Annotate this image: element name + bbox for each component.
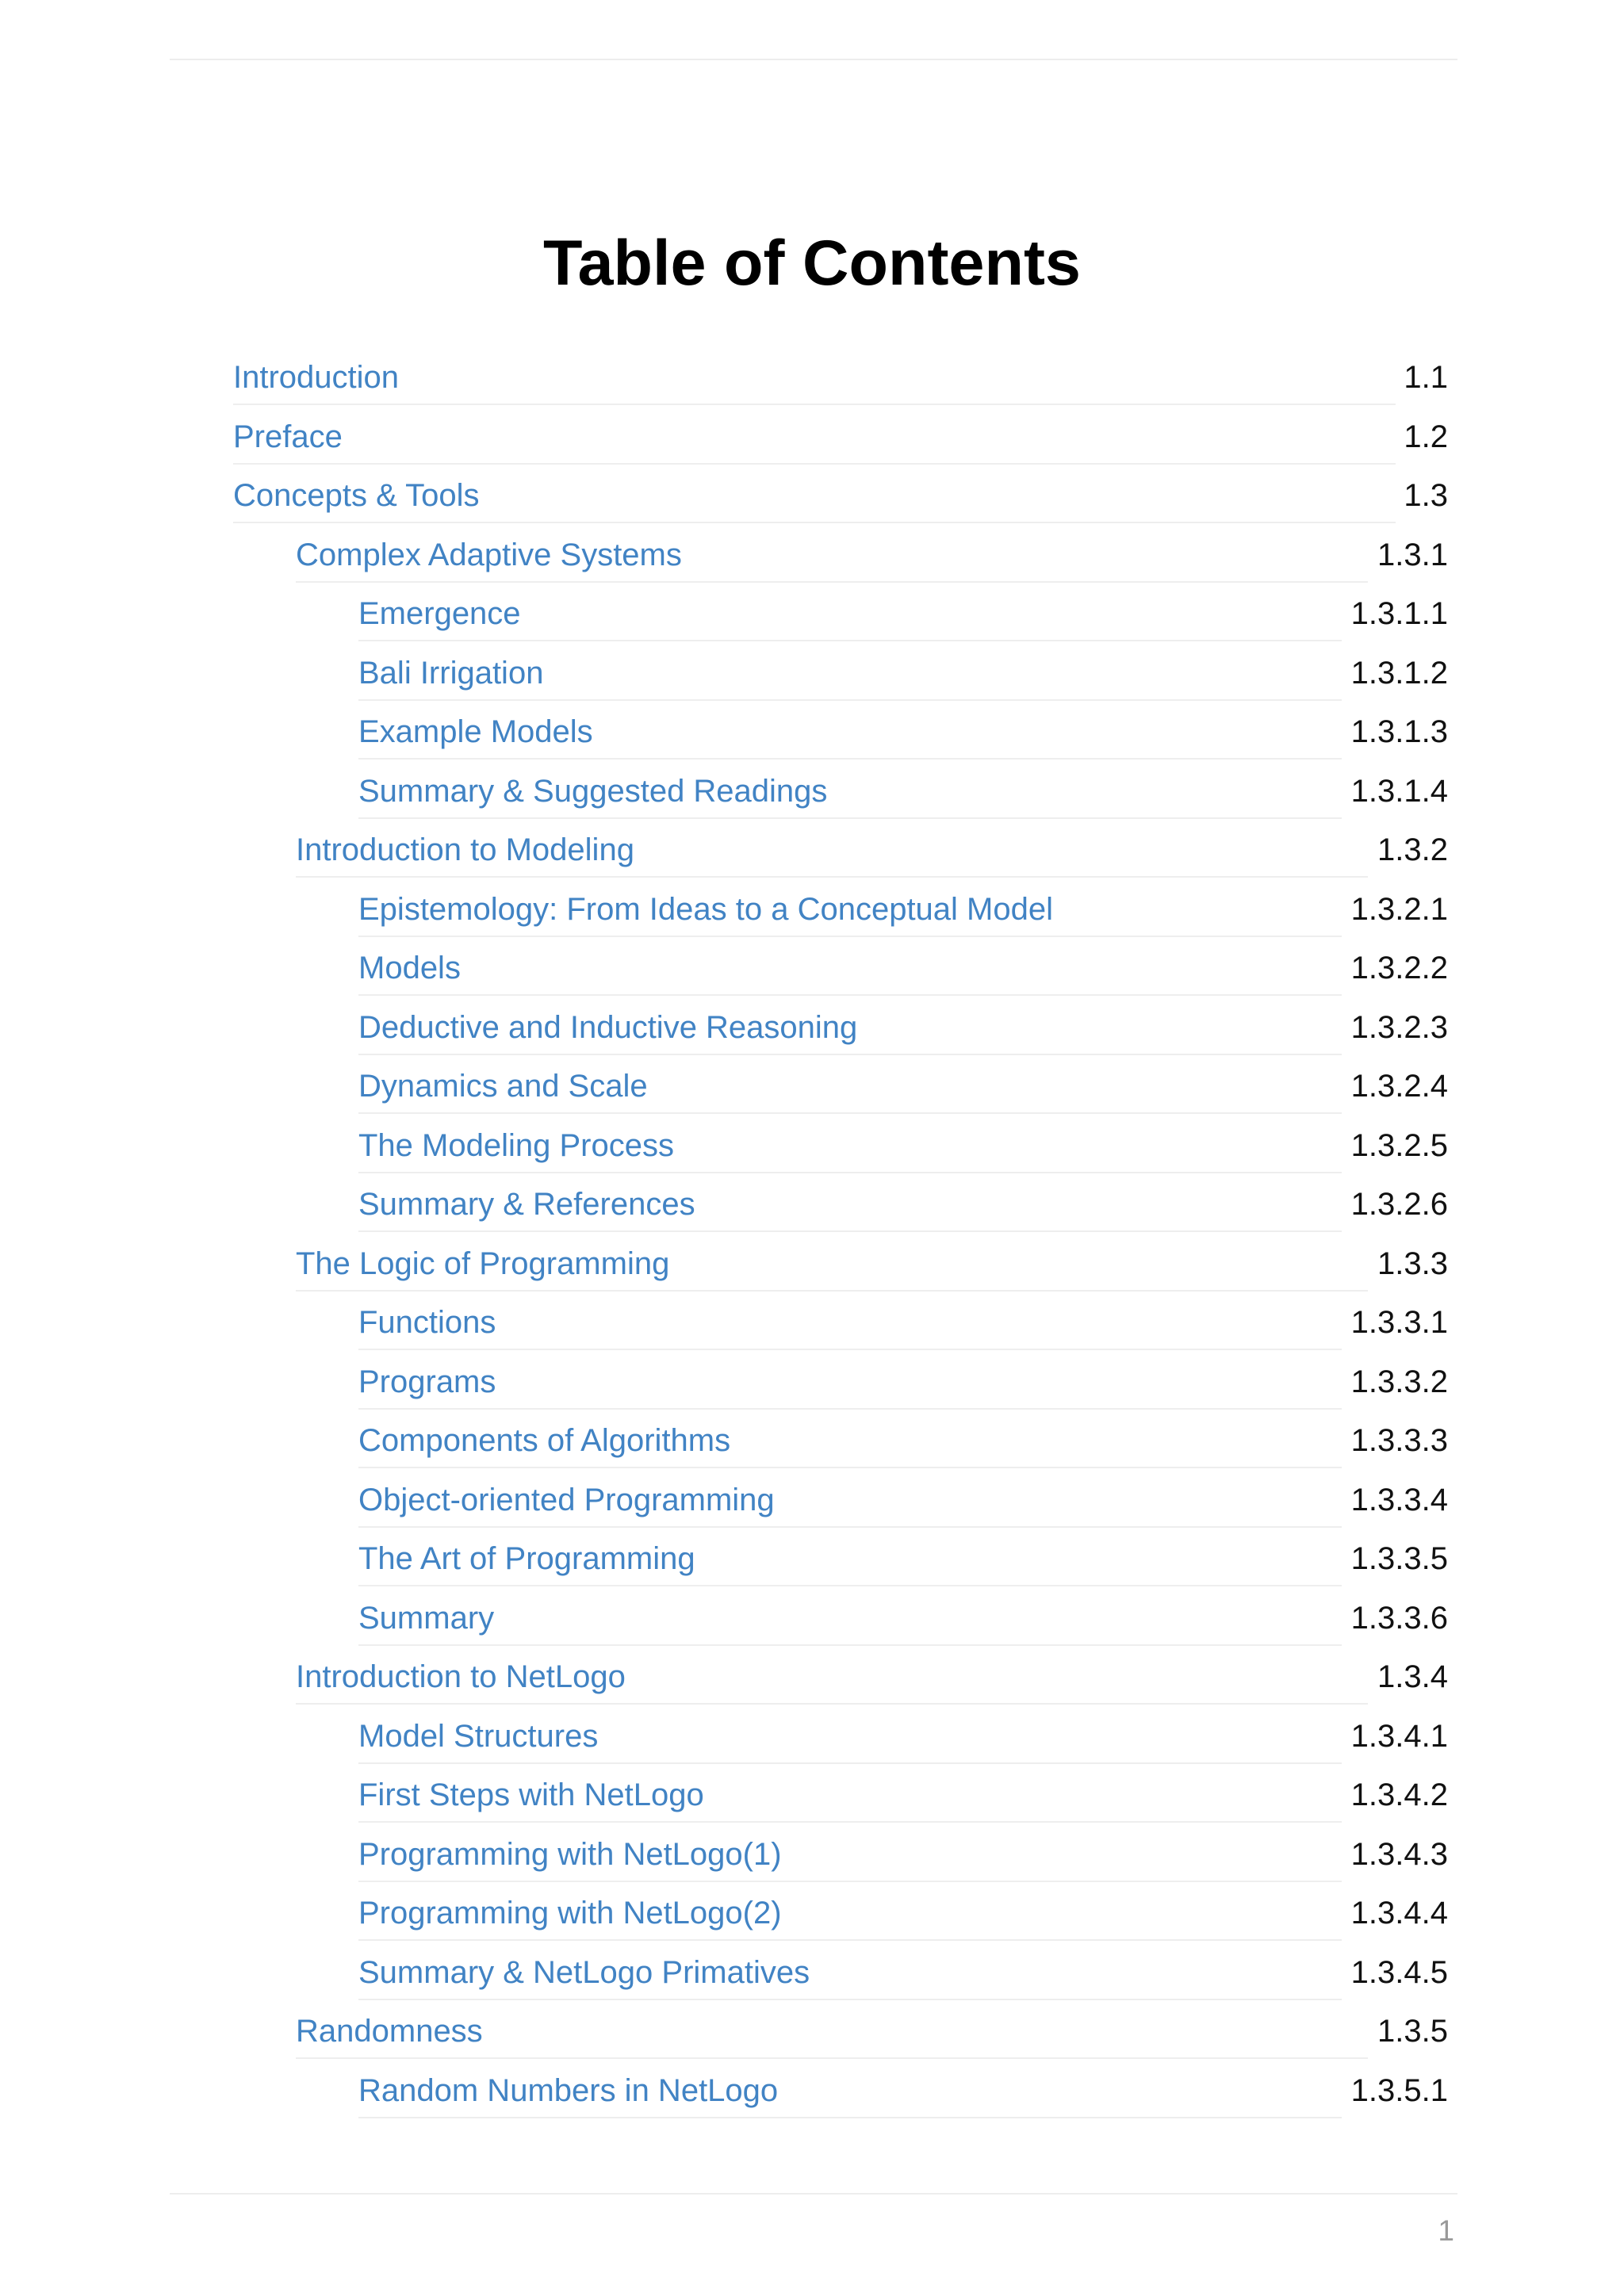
toc-entry [0,1884,1624,1942]
toc-entry-link[interactable]: Randomness [296,2002,1368,2059]
toc-entry [0,939,1624,997]
toc-entry-number: 1.3.3.5 [1350,1541,1448,1576]
toc-entry-number: 1.3.2.3 [1350,1009,1448,1045]
toc-entry-number: 1.1 [1404,360,1448,395]
toc-entry [0,1175,1624,1234]
toc-entry-link[interactable]: Summary & Suggested Readings [358,762,1342,819]
toc-entry-number: 1.3.4 [1377,1659,1448,1694]
toc-entry [0,1943,1624,2002]
toc-entry-link[interactable]: Components of Algorithms [358,1411,1342,1468]
toc-entry-number: 1.3.4.3 [1350,1836,1448,1872]
toc-entry [0,526,1624,584]
toc-entry-link[interactable]: The Art of Programming [358,1529,1342,1586]
toc-entry [0,1825,1624,1884]
toc-entry [0,1116,1624,1175]
page-number: 1 [1438,2214,1454,2247]
toc-entry-link[interactable]: Summary [358,1589,1342,1646]
toc-entry-number: 1.3.1.3 [1350,714,1448,749]
toc-entry-link[interactable]: Random Numbers in NetLogo [358,2061,1342,2118]
toc-entry [0,1589,1624,1647]
toc-entry [0,1057,1624,1115]
footer-rule [170,2193,1457,2195]
toc-entry [0,1234,1624,1293]
toc-entry-number: 1.3.3 [1377,1246,1448,1281]
header-rule [170,59,1457,60]
toc-entry-number: 1.3.4.2 [1350,1777,1448,1812]
toc-entry-link[interactable]: Introduction to Modeling [296,821,1368,878]
toc-entry [0,348,1624,407]
toc-entry-number: 1.3.2 [1377,832,1448,867]
toc-entry [0,998,1624,1057]
toc-entry-link[interactable]: Emergence [358,584,1342,641]
toc-entry-link[interactable]: Dynamics and Scale [358,1057,1342,1114]
toc-entry-link[interactable]: Example Models [358,702,1342,760]
toc-entry-link[interactable]: The Logic of Programming [296,1234,1368,1292]
toc-entry-link[interactable]: Introduction [233,348,1396,405]
toc-entry-number: 1.3.5 [1377,2014,1448,2049]
toc-entry [0,762,1624,821]
toc-entry-link[interactable]: Summary & NetLogo Primatives [358,1943,1342,2000]
toc-entry-link[interactable]: Programming with NetLogo(1) [358,1825,1342,1882]
toc-entry-link[interactable]: Object-oriented Programming [358,1471,1342,1528]
toc-entry-number: 1.2 [1404,419,1448,454]
toc-entry-link[interactable]: Introduction to NetLogo [296,1647,1368,1705]
toc-entry-link[interactable]: First Steps with NetLogo [358,1766,1342,1823]
toc-entry-link[interactable]: Preface [233,408,1396,465]
toc-entry-number: 1.3.3.2 [1350,1364,1448,1399]
toc-entry-number: 1.3.5.1 [1350,2072,1448,2108]
toc-entry [0,644,1624,702]
toc-entry-link[interactable]: Complex Adaptive Systems [296,526,1368,583]
toc-entry-number: 1.3.1.2 [1350,655,1448,691]
toc-entry [0,821,1624,879]
toc-entry-link[interactable]: Models [358,939,1342,996]
toc-entry-number: 1.3 [1404,478,1448,513]
toc-entry-number: 1.3.1.1 [1350,596,1448,631]
toc-entry [0,1353,1624,1411]
toc-entry-number: 1.3.2.5 [1350,1127,1448,1163]
toc-entry [0,2061,1624,2120]
toc-entry-link[interactable]: Concepts & Tools [233,466,1396,523]
toc-entry [0,408,1624,466]
toc-entry [0,2002,1624,2061]
toc-entry-number: 1.3.4.4 [1350,1896,1448,1931]
toc-entry-link[interactable]: Model Structures [358,1707,1342,1764]
toc-entry-number: 1.3.2.6 [1350,1187,1448,1222]
toc-entry-number: 1.3.2.1 [1350,891,1448,927]
toc-entry [0,1411,1624,1470]
toc-entry-link[interactable]: Programs [358,1353,1342,1410]
page-title: Table of Contents [543,228,1081,299]
toc-entry-link[interactable]: Epistemology: From Ideas to a Conceptual Model [358,880,1342,937]
toc-entry-number: 1.3.1 [1377,537,1448,572]
toc-entry [0,702,1624,761]
toc-entry [0,880,1624,939]
toc-entry [0,1293,1624,1352]
toc-entry-number: 1.3.3.1 [1350,1305,1448,1340]
toc-entry [0,466,1624,525]
toc-entry-link[interactable]: The Modeling Process [358,1116,1342,1173]
toc-entry-number: 1.3.4.1 [1350,1718,1448,1754]
toc-entry-link[interactable]: Bali Irrigation [358,644,1342,701]
toc-entry-number: 1.3.2.2 [1350,951,1448,985]
toc-entry-number: 1.3.3.4 [1350,1482,1448,1517]
toc-entry-link[interactable]: Functions [358,1293,1342,1350]
toc-entry [0,1766,1624,1824]
toc-entry [0,1471,1624,1529]
toc-entry-link[interactable]: Programming with NetLogo(2) [358,1884,1342,1941]
toc-entry-link[interactable]: Deductive and Inductive Reasoning [358,998,1342,1055]
toc-entry [0,1707,1624,1766]
toc-entry [0,1647,1624,1706]
toc-entry-number: 1.3.2.4 [1350,1069,1448,1104]
toc-entry-number: 1.3.4.5 [1350,1954,1448,1990]
toc-entry-link[interactable]: Summary & References [358,1175,1342,1232]
toc-entry [0,584,1624,643]
toc-entry [0,1529,1624,1588]
toc-entry-number: 1.3.3.3 [1350,1423,1448,1458]
toc-entry-number: 1.3.3.6 [1350,1600,1448,1636]
toc-entry-number: 1.3.1.4 [1350,773,1448,809]
